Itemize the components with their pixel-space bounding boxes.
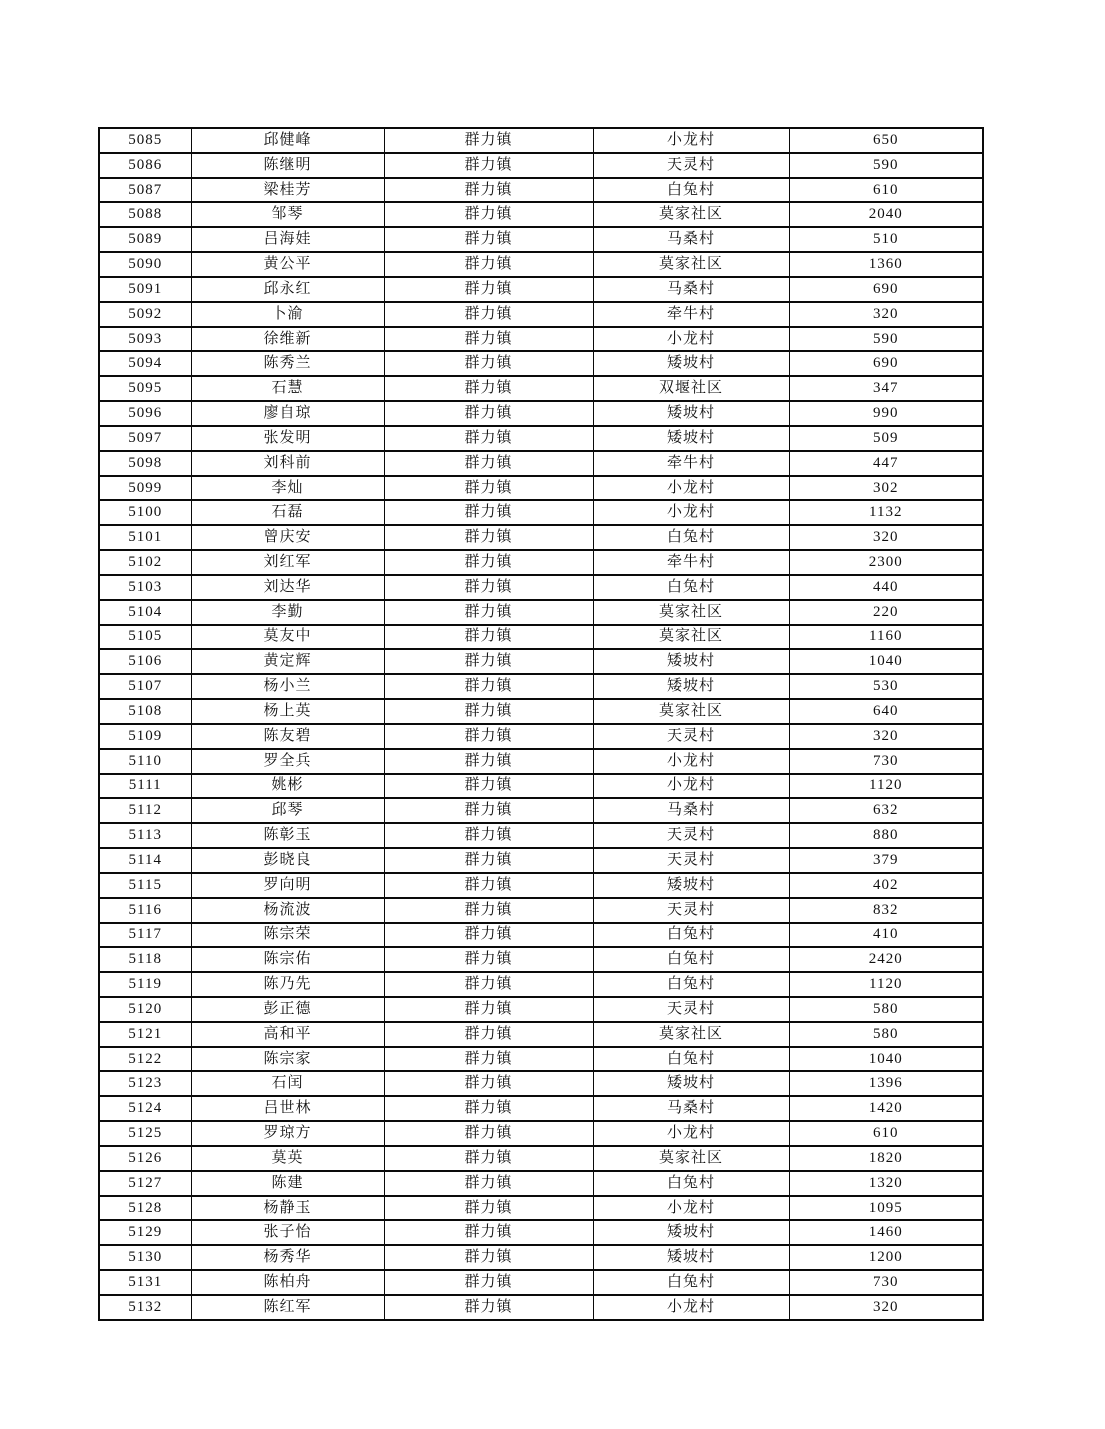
id-cell: 5107	[99, 674, 191, 699]
town-cell: 群力镇	[384, 476, 593, 501]
table-row	[99, 1220, 983, 1245]
id-cell: 5115	[99, 873, 191, 898]
table-row	[99, 476, 983, 501]
town-cell: 群力镇	[384, 848, 593, 873]
name-cell: 陈彰玉	[191, 823, 384, 848]
table-row	[99, 1071, 983, 1096]
id-cell: 5112	[99, 798, 191, 823]
amount-cell: 1396	[789, 1071, 983, 1096]
amount-cell: 690	[789, 351, 983, 376]
town-cell: 群力镇	[384, 327, 593, 352]
table-row	[99, 525, 983, 550]
id-cell: 5097	[99, 426, 191, 451]
village-cell: 矮坡村	[593, 351, 789, 376]
table-row	[99, 600, 983, 625]
name-cell: 李勤	[191, 600, 384, 625]
village-cell: 天灵村	[593, 724, 789, 749]
table-row	[99, 774, 983, 799]
id-cell: 5127	[99, 1171, 191, 1196]
name-cell: 陈宗家	[191, 1047, 384, 1072]
town-cell: 群力镇	[384, 649, 593, 674]
village-cell: 莫家社区	[593, 1022, 789, 1047]
name-cell: 刘达华	[191, 575, 384, 600]
table-row	[99, 426, 983, 451]
amount-cell: 530	[789, 674, 983, 699]
town-cell: 群力镇	[384, 426, 593, 451]
id-cell: 5092	[99, 302, 191, 327]
town-cell: 群力镇	[384, 1022, 593, 1047]
name-cell: 罗向明	[191, 873, 384, 898]
amount-cell: 447	[789, 451, 983, 476]
town-cell: 群力镇	[384, 749, 593, 774]
amount-cell: 320	[789, 302, 983, 327]
table-row	[99, 550, 983, 575]
town-cell: 群力镇	[384, 128, 593, 153]
table-row	[99, 625, 983, 650]
id-cell: 5086	[99, 153, 191, 178]
village-cell: 牵牛村	[593, 302, 789, 327]
town-cell: 群力镇	[384, 898, 593, 923]
name-cell: 邱健峰	[191, 128, 384, 153]
id-cell: 5113	[99, 823, 191, 848]
id-cell: 5093	[99, 327, 191, 352]
id-cell: 5129	[99, 1220, 191, 1245]
amount-cell: 410	[789, 923, 983, 948]
town-cell: 群力镇	[384, 600, 593, 625]
id-cell: 5094	[99, 351, 191, 376]
amount-cell: 379	[789, 848, 983, 873]
village-cell: 莫家社区	[593, 1146, 789, 1171]
village-cell: 白兔村	[593, 972, 789, 997]
id-cell: 5120	[99, 997, 191, 1022]
id-cell: 5122	[99, 1047, 191, 1072]
id-cell: 5108	[99, 699, 191, 724]
table-row	[99, 1121, 983, 1146]
table-row	[99, 823, 983, 848]
village-cell: 双堰社区	[593, 376, 789, 401]
town-cell: 群力镇	[384, 550, 593, 575]
village-cell: 马桑村	[593, 277, 789, 302]
village-cell: 矮坡村	[593, 426, 789, 451]
amount-cell: 220	[789, 600, 983, 625]
village-cell: 小龙村	[593, 327, 789, 352]
name-cell: 李灿	[191, 476, 384, 501]
name-cell: 黄定辉	[191, 649, 384, 674]
table-row	[99, 128, 983, 153]
town-cell: 群力镇	[384, 774, 593, 799]
village-cell: 小龙村	[593, 500, 789, 525]
table-row	[99, 351, 983, 376]
name-cell: 陈宗荣	[191, 923, 384, 948]
town-cell: 群力镇	[384, 227, 593, 252]
amount-cell: 320	[789, 525, 983, 550]
name-cell: 刘红军	[191, 550, 384, 575]
name-cell: 陈乃先	[191, 972, 384, 997]
amount-cell: 302	[789, 476, 983, 501]
name-cell: 刘科前	[191, 451, 384, 476]
amount-cell: 590	[789, 153, 983, 178]
name-cell: 吕海娃	[191, 227, 384, 252]
village-cell: 天灵村	[593, 997, 789, 1022]
town-cell: 群力镇	[384, 153, 593, 178]
id-cell: 5104	[99, 600, 191, 625]
village-cell: 小龙村	[593, 128, 789, 153]
name-cell: 杨流波	[191, 898, 384, 923]
table-row	[99, 1270, 983, 1295]
table-row	[99, 327, 983, 352]
table-row	[99, 798, 983, 823]
table-row	[99, 848, 983, 873]
table-row	[99, 153, 983, 178]
village-cell: 矮坡村	[593, 401, 789, 426]
town-cell: 群力镇	[384, 1171, 593, 1196]
village-cell: 牵牛村	[593, 550, 789, 575]
amount-cell: 1040	[789, 1047, 983, 1072]
village-cell: 矮坡村	[593, 1220, 789, 1245]
name-cell: 高和平	[191, 1022, 384, 1047]
town-cell: 群力镇	[384, 1096, 593, 1121]
village-cell: 矮坡村	[593, 674, 789, 699]
town-cell: 群力镇	[384, 525, 593, 550]
name-cell: 陈秀兰	[191, 351, 384, 376]
name-cell: 石磊	[191, 500, 384, 525]
name-cell: 梁桂芳	[191, 178, 384, 203]
amount-cell: 730	[789, 1270, 983, 1295]
name-cell: 邱琴	[191, 798, 384, 823]
id-cell: 5090	[99, 252, 191, 277]
town-cell: 群力镇	[384, 1071, 593, 1096]
town-cell: 群力镇	[384, 923, 593, 948]
name-cell: 罗全兵	[191, 749, 384, 774]
amount-cell: 1040	[789, 649, 983, 674]
village-cell: 矮坡村	[593, 649, 789, 674]
amount-cell: 880	[789, 823, 983, 848]
id-cell: 5106	[99, 649, 191, 674]
id-cell: 5103	[99, 575, 191, 600]
amount-cell: 2040	[789, 202, 983, 227]
amount-cell: 610	[789, 178, 983, 203]
amount-cell: 1160	[789, 625, 983, 650]
amount-cell: 1320	[789, 1171, 983, 1196]
village-cell: 小龙村	[593, 1196, 789, 1221]
id-cell: 5102	[99, 550, 191, 575]
amount-cell: 2420	[789, 947, 983, 972]
name-cell: 徐维新	[191, 327, 384, 352]
name-cell: 陈建	[191, 1171, 384, 1196]
id-cell: 5124	[99, 1096, 191, 1121]
amount-cell: 632	[789, 798, 983, 823]
town-cell: 群力镇	[384, 1220, 593, 1245]
table-row	[99, 1096, 983, 1121]
name-cell: 廖自琼	[191, 401, 384, 426]
id-cell: 5123	[99, 1071, 191, 1096]
id-cell: 5111	[99, 774, 191, 799]
village-cell: 矮坡村	[593, 873, 789, 898]
town-cell: 群力镇	[384, 1121, 593, 1146]
table-row	[99, 252, 983, 277]
roster-table-body	[99, 128, 983, 1320]
name-cell: 陈友碧	[191, 724, 384, 749]
town-cell: 群力镇	[384, 972, 593, 997]
amount-cell: 1200	[789, 1245, 983, 1270]
amount-cell: 640	[789, 699, 983, 724]
amount-cell: 510	[789, 227, 983, 252]
name-cell: 杨静玉	[191, 1196, 384, 1221]
id-cell: 5114	[99, 848, 191, 873]
id-cell: 5089	[99, 227, 191, 252]
village-cell: 小龙村	[593, 749, 789, 774]
town-cell: 群力镇	[384, 997, 593, 1022]
town-cell: 群力镇	[384, 252, 593, 277]
town-cell: 群力镇	[384, 823, 593, 848]
village-cell: 白兔村	[593, 178, 789, 203]
id-cell: 5118	[99, 947, 191, 972]
amount-cell: 1120	[789, 972, 983, 997]
village-cell: 小龙村	[593, 774, 789, 799]
id-cell: 5109	[99, 724, 191, 749]
amount-cell: 402	[789, 873, 983, 898]
town-cell: 群力镇	[384, 699, 593, 724]
table-row	[99, 401, 983, 426]
table-row	[99, 575, 983, 600]
amount-cell: 730	[789, 749, 983, 774]
amount-cell: 650	[789, 128, 983, 153]
table-row	[99, 749, 983, 774]
id-cell: 5116	[99, 898, 191, 923]
amount-cell: 1420	[789, 1096, 983, 1121]
village-cell: 小龙村	[593, 1295, 789, 1320]
amount-cell: 832	[789, 898, 983, 923]
table-row	[99, 898, 983, 923]
amount-cell: 690	[789, 277, 983, 302]
id-cell: 5096	[99, 401, 191, 426]
town-cell: 群力镇	[384, 1270, 593, 1295]
name-cell: 杨秀华	[191, 1245, 384, 1270]
town-cell: 群力镇	[384, 1047, 593, 1072]
village-cell: 白兔村	[593, 1047, 789, 1072]
name-cell: 石慧	[191, 376, 384, 401]
name-cell: 吕世林	[191, 1096, 384, 1121]
town-cell: 群力镇	[384, 575, 593, 600]
village-cell: 天灵村	[593, 153, 789, 178]
table-row	[99, 1047, 983, 1072]
town-cell: 群力镇	[384, 351, 593, 376]
village-cell: 白兔村	[593, 1270, 789, 1295]
town-cell: 群力镇	[384, 674, 593, 699]
village-cell: 莫家社区	[593, 625, 789, 650]
table-row	[99, 451, 983, 476]
table-row	[99, 302, 983, 327]
amount-cell: 990	[789, 401, 983, 426]
village-cell: 莫家社区	[593, 699, 789, 724]
amount-cell: 320	[789, 1295, 983, 1320]
village-cell: 莫家社区	[593, 600, 789, 625]
amount-cell: 509	[789, 426, 983, 451]
id-cell: 5100	[99, 500, 191, 525]
table-row	[99, 1295, 983, 1320]
id-cell: 5085	[99, 128, 191, 153]
name-cell: 卜渝	[191, 302, 384, 327]
amount-cell: 320	[789, 724, 983, 749]
amount-cell: 1132	[789, 500, 983, 525]
table-row	[99, 1171, 983, 1196]
town-cell: 群力镇	[384, 302, 593, 327]
id-cell: 5130	[99, 1245, 191, 1270]
town-cell: 群力镇	[384, 277, 593, 302]
table-row	[99, 972, 983, 997]
village-cell: 天灵村	[593, 823, 789, 848]
id-cell: 5088	[99, 202, 191, 227]
table-row	[99, 277, 983, 302]
id-cell: 5110	[99, 749, 191, 774]
table-row	[99, 227, 983, 252]
table-row	[99, 178, 983, 203]
village-cell: 白兔村	[593, 923, 789, 948]
id-cell: 5105	[99, 625, 191, 650]
table-row	[99, 1245, 983, 1270]
table-row	[99, 947, 983, 972]
village-cell: 莫家社区	[593, 202, 789, 227]
name-cell: 莫友中	[191, 625, 384, 650]
id-cell: 5091	[99, 277, 191, 302]
village-cell: 矮坡村	[593, 1245, 789, 1270]
table-row	[99, 724, 983, 749]
table-row	[99, 1196, 983, 1221]
village-cell: 小龙村	[593, 1121, 789, 1146]
town-cell: 群力镇	[384, 1295, 593, 1320]
id-cell: 5128	[99, 1196, 191, 1221]
table-row	[99, 674, 983, 699]
town-cell: 群力镇	[384, 202, 593, 227]
town-cell: 群力镇	[384, 401, 593, 426]
village-cell: 马桑村	[593, 798, 789, 823]
id-cell: 5095	[99, 376, 191, 401]
id-cell: 5117	[99, 923, 191, 948]
id-cell: 5121	[99, 1022, 191, 1047]
table-row	[99, 997, 983, 1022]
name-cell: 邱永红	[191, 277, 384, 302]
amount-cell: 1360	[789, 252, 983, 277]
village-cell: 矮坡村	[593, 1071, 789, 1096]
town-cell: 群力镇	[384, 376, 593, 401]
id-cell: 5125	[99, 1121, 191, 1146]
town-cell: 群力镇	[384, 1146, 593, 1171]
amount-cell: 1095	[789, 1196, 983, 1221]
name-cell: 黄公平	[191, 252, 384, 277]
name-cell: 张子怡	[191, 1220, 384, 1245]
id-cell: 5131	[99, 1270, 191, 1295]
village-cell: 莫家社区	[593, 252, 789, 277]
village-cell: 白兔村	[593, 1171, 789, 1196]
town-cell: 群力镇	[384, 451, 593, 476]
amount-cell: 1820	[789, 1146, 983, 1171]
name-cell: 彭晓良	[191, 848, 384, 873]
town-cell: 群力镇	[384, 1245, 593, 1270]
town-cell: 群力镇	[384, 873, 593, 898]
town-cell: 群力镇	[384, 625, 593, 650]
table-row	[99, 1146, 983, 1171]
id-cell: 5087	[99, 178, 191, 203]
town-cell: 群力镇	[384, 500, 593, 525]
id-cell: 5126	[99, 1146, 191, 1171]
town-cell: 群力镇	[384, 1196, 593, 1221]
id-cell: 5098	[99, 451, 191, 476]
name-cell: 杨上英	[191, 699, 384, 724]
id-cell: 5101	[99, 525, 191, 550]
amount-cell: 440	[789, 575, 983, 600]
village-cell: 小龙村	[593, 476, 789, 501]
amount-cell: 2300	[789, 550, 983, 575]
amount-cell: 1120	[789, 774, 983, 799]
village-cell: 天灵村	[593, 898, 789, 923]
table-row	[99, 649, 983, 674]
town-cell: 群力镇	[384, 947, 593, 972]
name-cell: 邹琴	[191, 202, 384, 227]
name-cell: 莫英	[191, 1146, 384, 1171]
village-cell: 白兔村	[593, 525, 789, 550]
name-cell: 彭正德	[191, 997, 384, 1022]
name-cell: 罗琼方	[191, 1121, 384, 1146]
amount-cell: 590	[789, 327, 983, 352]
name-cell: 陈宗佑	[191, 947, 384, 972]
amount-cell: 580	[789, 997, 983, 1022]
amount-cell: 580	[789, 1022, 983, 1047]
name-cell: 陈柏舟	[191, 1270, 384, 1295]
roster-table	[98, 127, 984, 1321]
id-cell: 5132	[99, 1295, 191, 1320]
village-cell: 天灵村	[593, 848, 789, 873]
name-cell: 曾庆安	[191, 525, 384, 550]
name-cell: 陈红军	[191, 1295, 384, 1320]
town-cell: 群力镇	[384, 724, 593, 749]
village-cell: 白兔村	[593, 947, 789, 972]
village-cell: 马桑村	[593, 227, 789, 252]
amount-cell: 610	[789, 1121, 983, 1146]
village-cell: 牵牛村	[593, 451, 789, 476]
name-cell: 石闰	[191, 1071, 384, 1096]
village-cell: 马桑村	[593, 1096, 789, 1121]
amount-cell: 347	[789, 376, 983, 401]
id-cell: 5099	[99, 476, 191, 501]
table-row	[99, 923, 983, 948]
table-row	[99, 202, 983, 227]
table-row	[99, 500, 983, 525]
name-cell: 张发明	[191, 426, 384, 451]
name-cell: 陈继明	[191, 153, 384, 178]
table-row	[99, 873, 983, 898]
town-cell: 群力镇	[384, 798, 593, 823]
amount-cell: 1460	[789, 1220, 983, 1245]
table-row	[99, 699, 983, 724]
name-cell: 杨小兰	[191, 674, 384, 699]
table-row	[99, 376, 983, 401]
table-row	[99, 1022, 983, 1047]
name-cell: 姚彬	[191, 774, 384, 799]
id-cell: 5119	[99, 972, 191, 997]
village-cell: 白兔村	[593, 575, 789, 600]
town-cell: 群力镇	[384, 178, 593, 203]
